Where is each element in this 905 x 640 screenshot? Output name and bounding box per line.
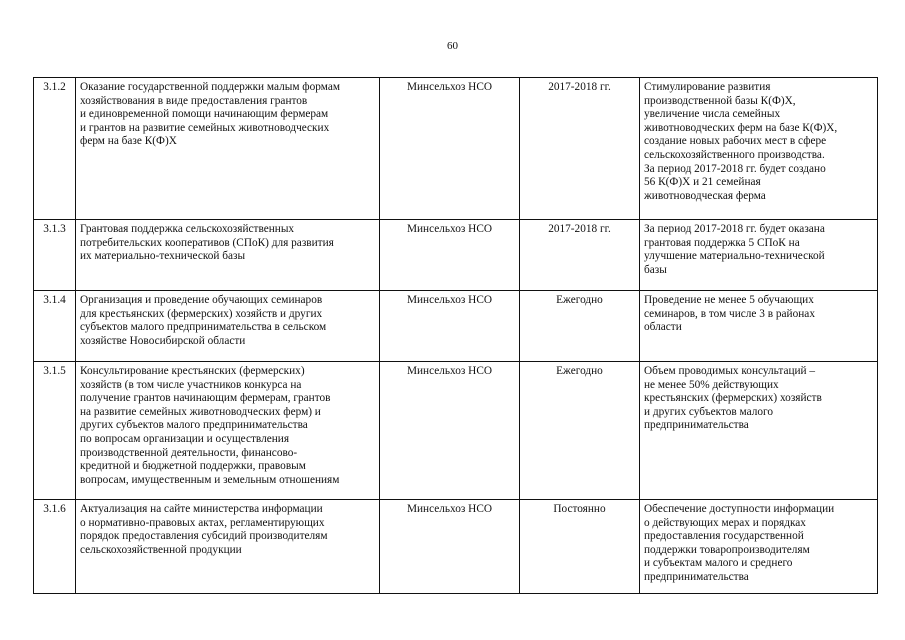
term-cell: Ежегодно: [520, 362, 640, 500]
activity-cell: [76, 362, 380, 500]
responsible-cell: Минсельхоз НСО: [380, 362, 520, 500]
term-cell: Ежегодно: [520, 291, 640, 362]
activity-cell: [76, 291, 380, 362]
item-number: 3.1.3: [34, 220, 76, 291]
activity-line: субъектов малого предпринимательства в сельском: [80, 321, 327, 334]
table-row: [34, 220, 878, 291]
result-line: базы: [644, 263, 667, 276]
result-line: сельскохозяйственного производства.: [644, 148, 825, 161]
responsible-cell: Минсельхоз НСО: [380, 220, 520, 291]
activity-cell: [76, 78, 380, 220]
result-line: предоставления государственной: [644, 530, 804, 543]
result-line: производственной базы К(Ф)Х,: [644, 94, 796, 107]
table-row: [34, 362, 878, 500]
activity-line: о нормативно-правовых актах, регламентирующих: [80, 516, 325, 529]
result-cell: [640, 500, 878, 594]
result-line: Объем проводимых консультаций –: [644, 365, 816, 377]
result-cell: [640, 362, 878, 500]
result-line: животноводческая ферма: [644, 189, 766, 202]
result-line: За период 2017-2018 гг. будет создано: [644, 162, 826, 175]
activity-line: Организация и проведение обучающих семинаров: [80, 294, 323, 306]
activity-line: и единовременной помощи начинающим фермерам: [80, 108, 329, 121]
responsible-cell: Минсельхоз НСО: [380, 78, 520, 220]
responsible-cell: Минсельхоз НСО: [380, 291, 520, 362]
result-line: предпринимательства: [644, 419, 749, 432]
activity-line: вопросам, имущественным и земельным отношениям: [80, 473, 340, 486]
table-row: [34, 291, 878, 362]
result-line: и субъектам малого и среднего: [644, 557, 793, 570]
result-line: 56 К(Ф)Х и 21 семейная: [644, 176, 761, 189]
result-line: Стимулирование развития: [644, 81, 771, 93]
result-line: поддержки товаропроизводителям: [644, 543, 810, 556]
result-cell: [640, 291, 878, 362]
item-number: 3.1.4: [34, 291, 76, 362]
activity-line: для крестьянских (фермерских) хозяйств и других: [80, 307, 323, 320]
result-line: и других субъектов малого: [644, 405, 774, 418]
result-line: предпринимательства: [644, 570, 749, 583]
term-cell: Постоянно: [520, 500, 640, 594]
activity-line: производственной деятельности, финансово-: [80, 446, 298, 459]
result-line: грантовая поддержка 5 СПоК на: [644, 236, 800, 249]
table-row: [34, 500, 878, 594]
page-number: 60: [447, 40, 458, 52]
result-cell: [640, 220, 878, 291]
activity-line: и грантов на развитие семейных животноводческих: [80, 121, 330, 134]
activity-line: порядок предоставления субсидий производителям: [80, 530, 328, 543]
activity-line: Актуализация на сайте министерства информации: [80, 503, 323, 515]
activity-line: получение грантов начинающим фермерам, грантов: [80, 392, 331, 405]
activity-cell: [76, 220, 380, 291]
result-line: животноводческих ферм на базе К(Ф)Х,: [644, 121, 838, 134]
result-line: увеличение числа семейных: [644, 108, 781, 121]
result-line: о действующих мерах и порядках: [644, 516, 806, 529]
result-line: создание новых рабочих мест в сфере: [644, 135, 827, 148]
activity-line: Оказание государственной поддержки малым формам: [80, 81, 340, 93]
activity-line: хозяйстве Новосибирской области: [80, 334, 246, 347]
term-cell: 2017-2018 гг.: [520, 78, 640, 220]
term-cell: 2017-2018 гг.: [520, 220, 640, 291]
activity-line: на развитие семейных животноводческих ферм) и: [80, 405, 321, 418]
activity-line: хозяйствования в виде предоставления грантов: [80, 94, 308, 107]
activity-line: их материально-технической базы: [80, 250, 246, 263]
result-line: области: [644, 321, 682, 334]
result-line: За период 2017-2018 гг. будет оказана: [644, 223, 825, 235]
activity-line: Консультирование крестьянских (фермерских): [80, 365, 305, 377]
result-line: Проведение не менее 5 обучающих: [644, 294, 814, 306]
table-row: [34, 78, 878, 220]
activity-line: потребительских кооперативов (СПоК) для развития: [80, 236, 334, 249]
result-line: Обеспечение доступности информации: [644, 503, 835, 515]
activity-line: хозяйств (в том числе участников конкурса на: [80, 378, 302, 391]
result-line: не менее 50% действующих: [644, 378, 779, 391]
activity-line: кредитной и бюджетной поддержки, правовым: [80, 460, 306, 473]
item-number: 3.1.5: [34, 362, 76, 500]
activities-table: [33, 77, 878, 594]
activity-line: ферм на базе К(Ф)Х: [80, 135, 177, 148]
item-number: 3.1.6: [34, 500, 76, 594]
activity-line: Грантовая поддержка сельскохозяйственных: [80, 223, 295, 235]
activity-line: других субъектов малого предпринимательства: [80, 419, 308, 432]
responsible-cell: Минсельхоз НСО: [380, 500, 520, 594]
result-line: крестьянских (фермерских) хозяйств: [644, 392, 822, 405]
result-line: семинаров, в том числе 3 в районах: [644, 307, 815, 320]
result-cell: [640, 78, 878, 220]
item-number: 3.1.2: [34, 78, 76, 220]
activity-line: по вопросам организации и осуществления: [80, 432, 290, 445]
activity-line: сельскохозяйственной продукции: [80, 543, 242, 556]
result-line: улучшение материально-технической: [644, 250, 825, 263]
activity-cell: [76, 500, 380, 594]
